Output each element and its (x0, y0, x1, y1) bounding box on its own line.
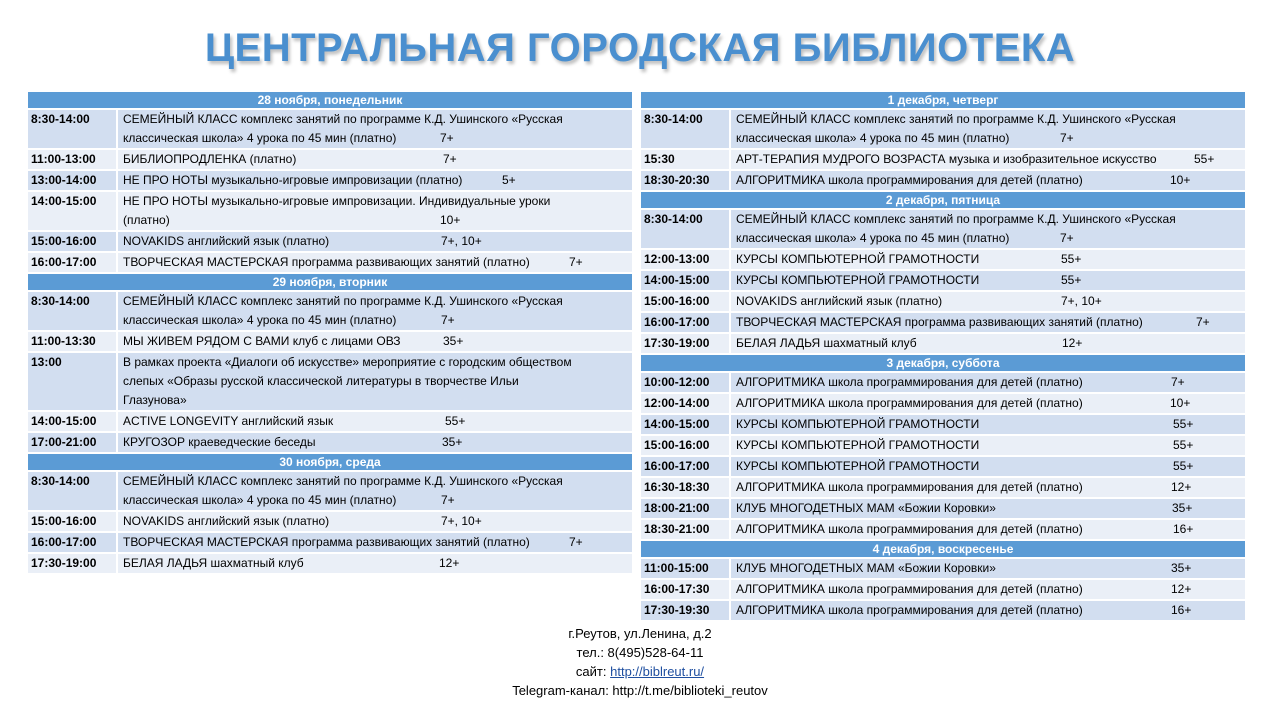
site-link[interactable]: http://biblreut.ru/ (610, 664, 705, 679)
schedule-left-column (28, 92, 632, 575)
age-rating: 10+ (440, 213, 461, 227)
day-header: 3 декабря, суббота (641, 355, 1245, 371)
day-header: 1 декабря, четверг (641, 92, 1245, 108)
event-description (118, 412, 632, 431)
event-description (731, 601, 1245, 620)
age-rating: 12+ (1062, 336, 1083, 350)
event-description (731, 520, 1245, 539)
age-rating: 7+ (569, 535, 583, 549)
event-description (118, 353, 632, 410)
event-time: 17:30-19:30 (641, 601, 729, 620)
event-text-line: АЛГОРИТМИКА школа программирования для детей (платно) (736, 480, 1083, 494)
event-description (118, 232, 632, 251)
day-header: 28 ноября, понедельник (28, 92, 632, 108)
event-time: 15:30 (641, 150, 729, 169)
event-description (731, 292, 1245, 311)
age-rating: 7+, 10+ (441, 234, 482, 248)
schedule-row (641, 334, 1245, 353)
schedule-row (28, 433, 632, 452)
age-rating: 7+ (1196, 315, 1210, 329)
schedule-row (641, 313, 1245, 332)
event-description (118, 332, 632, 351)
event-text-line: АЛГОРИТМИКА школа программирования для детей (платно) (736, 396, 1083, 410)
schedule-row (641, 271, 1245, 290)
age-rating: 7+, 10+ (441, 514, 482, 528)
event-description (118, 171, 632, 190)
event-text-line: НЕ ПРО НОТЫ музыкально-игровые импровизации. Индивидуальные уроки (123, 194, 551, 208)
event-text-line: классическая школа» 4 урока по 45 мин (платно) (123, 131, 397, 145)
event-text-line: КУРСЫ КОМПЬЮТЕРНОЙ ГРАМОТНОСТИ (736, 459, 980, 473)
event-description (118, 533, 632, 552)
schedule-row (28, 533, 632, 552)
event-time: 14:00-15:00 (641, 415, 729, 434)
age-rating: 12+ (1171, 480, 1192, 494)
schedule-row (28, 554, 632, 573)
event-text-line: В рамках проекта «Диалоги об искусстве» мероприятие с городским обществом (123, 355, 572, 369)
schedule-row (641, 394, 1245, 413)
event-time: 10:00-12:00 (641, 373, 729, 392)
event-description (118, 150, 632, 169)
event-text-line: NOVAKIDS английский язык (платно) (736, 294, 943, 308)
event-time: 16:00-17:00 (28, 253, 116, 272)
event-text-line: АЛГОРИТМИКА школа программирования для детей (платно) (736, 375, 1083, 389)
event-text-line: слепых «Образы русской классической литературы в творчестве Ильи (123, 374, 519, 388)
event-description (731, 415, 1245, 434)
event-time: 11:00-13:30 (28, 332, 116, 351)
schedule-row (641, 520, 1245, 539)
event-time: 18:30-20:30 (641, 171, 729, 190)
event-description (731, 334, 1245, 353)
event-text-line: классическая школа» 4 урока по 45 мин (платно) (736, 131, 1010, 145)
event-text-line: БЕЛАЯ ЛАДЬЯ шахматный клуб (123, 556, 304, 570)
event-description (731, 171, 1245, 190)
age-rating: 7+ (1060, 231, 1074, 245)
age-rating: 55+ (445, 414, 466, 428)
schedule-row (28, 412, 632, 431)
schedule-row (641, 250, 1245, 269)
schedule-row (641, 499, 1245, 518)
age-rating: 55+ (1173, 459, 1194, 473)
event-description (118, 253, 632, 272)
phone-text: тел.: 8(495)528-64-11 (576, 645, 704, 660)
age-rating: 7+ (1171, 375, 1185, 389)
schedule-row (641, 601, 1245, 620)
event-text-line: ТВОРЧЕСКАЯ МАСТЕРСКАЯ программа развивающих занятий (платно) (123, 255, 530, 269)
event-text-line: Глазунова» (123, 393, 187, 407)
event-text-line: КРУГОЗОР краеведческие беседы (123, 435, 316, 449)
event-text-line: АЛГОРИТМИКА школа программирования для детей (платно) (736, 522, 1083, 536)
event-text-line: КУРСЫ КОМПЬЮТЕРНОЙ ГРАМОТНОСТИ (736, 273, 980, 287)
schedule-right-column (641, 92, 1245, 622)
age-rating: 7+ (569, 255, 583, 269)
event-description (731, 313, 1245, 332)
age-rating: 7+ (441, 313, 455, 327)
day-header: 2 декабря, пятница (641, 192, 1245, 208)
event-time: 16:00-17:00 (641, 313, 729, 332)
day-header: 4 декабря, воскресенье (641, 541, 1245, 557)
age-rating: 35+ (442, 435, 463, 449)
event-text-line: КЛУБ МНОГОДЕТНЫХ МАМ «Божии Коровки» (736, 501, 996, 515)
event-time: 16:00-17:00 (641, 457, 729, 476)
age-rating: 16+ (1171, 603, 1192, 617)
schedule-row (641, 171, 1245, 190)
event-description (731, 559, 1245, 578)
schedule-row (641, 478, 1245, 497)
event-text-line: АЛГОРИТМИКА школа программирования для детей (платно) (736, 582, 1083, 596)
event-text-line: НЕ ПРО НОТЫ музыкально-игровые импровизации (платно) (123, 173, 463, 187)
event-text-line: СЕМЕЙНЫЙ КЛАСС комплекс занятий по программе К.Д. Ушинского «Русская (736, 212, 1176, 226)
event-time: 14:00-15:00 (28, 192, 116, 230)
event-time: 16:00-17:30 (641, 580, 729, 599)
event-description (731, 250, 1245, 269)
age-rating: 7+ (443, 152, 457, 166)
event-text-line: КУРСЫ КОМПЬЮТЕРНОЙ ГРАМОТНОСТИ (736, 252, 980, 266)
event-time: 17:00-21:00 (28, 433, 116, 452)
schedule-row (28, 192, 632, 230)
event-text-line: АЛГОРИТМИКА школа программирования для детей (платно) (736, 603, 1083, 617)
event-text-line: КУРСЫ КОМПЬЮТЕРНОЙ ГРАМОТНОСТИ (736, 438, 980, 452)
age-rating: 5+ (502, 173, 516, 187)
event-time: 11:00-13:00 (28, 150, 116, 169)
event-time: 16:30-18:30 (641, 478, 729, 497)
event-time: 15:00-16:00 (28, 232, 116, 251)
event-time: 14:00-15:00 (28, 412, 116, 431)
schedule-row (28, 292, 632, 330)
event-description (118, 192, 632, 230)
event-time: 8:30-14:00 (28, 292, 116, 330)
site-line (0, 662, 1280, 681)
telegram-text: Telegram-канал: http://t.me/biblioteki_reutov (512, 683, 768, 698)
event-text-line: NOVAKIDS английский язык (платно) (123, 234, 330, 248)
day-header: 30 ноября, среда (28, 454, 632, 470)
event-description (118, 110, 632, 148)
age-rating: 35+ (1172, 501, 1193, 515)
event-description (731, 580, 1245, 599)
schedule-row (28, 353, 632, 410)
schedule-row (28, 332, 632, 351)
event-text-line: ТВОРЧЕСКАЯ МАСТЕРСКАЯ программа развивающих занятий (платно) (736, 315, 1143, 329)
age-rating: 12+ (1171, 582, 1192, 596)
day-header: 29 ноября, вторник (28, 274, 632, 290)
event-time: 13:00-14:00 (28, 171, 116, 190)
event-description (731, 150, 1245, 169)
event-time: 17:30-19:00 (28, 554, 116, 573)
event-text-line: КЛУБ МНОГОДЕТНЫХ МАМ «Божии Коровки» (736, 561, 996, 575)
schedule-row (641, 210, 1245, 248)
age-rating: 12+ (439, 556, 460, 570)
age-rating: 7+ (1060, 131, 1074, 145)
event-description (731, 110, 1245, 148)
event-description (118, 292, 632, 330)
age-rating: 55+ (1061, 252, 1082, 266)
event-text-line: КУРСЫ КОМПЬЮТЕРНОЙ ГРАМОТНОСТИ (736, 417, 980, 431)
event-time: 12:00-14:00 (641, 394, 729, 413)
schedule-row (28, 512, 632, 531)
schedule-row (641, 110, 1245, 148)
age-rating: 55+ (1194, 152, 1215, 166)
schedule-row (28, 171, 632, 190)
event-time: 15:00-16:00 (641, 292, 729, 311)
event-text-line: СЕМЕЙНЫЙ КЛАСС комплекс занятий по программе К.Д. Ушинского «Русская (123, 474, 563, 488)
event-description (731, 499, 1245, 518)
event-description (731, 457, 1245, 476)
event-time: 8:30-14:00 (28, 472, 116, 510)
schedule-row (641, 150, 1245, 169)
event-description (731, 271, 1245, 290)
event-time: 8:30-14:00 (641, 110, 729, 148)
schedule-row (641, 457, 1245, 476)
event-text-line: СЕМЕЙНЫЙ КЛАСС комплекс занятий по программе К.Д. Ушинского «Русская (736, 112, 1176, 126)
site-label: сайт: (575, 664, 607, 679)
age-rating: 10+ (1170, 396, 1191, 410)
event-text-line: БИБЛИОПРОДЛЕНКА (платно) (123, 152, 297, 166)
event-description (731, 478, 1245, 497)
event-time: 8:30-14:00 (28, 110, 116, 148)
event-description (118, 512, 632, 531)
schedule-row (641, 580, 1245, 599)
address-text: г.Реутов, ул.Ленина, д.2 (568, 626, 712, 641)
event-text-line: классическая школа» 4 урока по 45 мин (платно) (123, 313, 397, 327)
event-text-line: ACTIVE LONGEVITY английский язык (123, 414, 334, 428)
event-time: 17:30-19:00 (641, 334, 729, 353)
event-text-line: АЛГОРИТМИКА школа программирования для детей (платно) (736, 173, 1083, 187)
event-text-line: СЕМЕЙНЫЙ КЛАСС комплекс занятий по программе К.Д. Ушинского «Русская (123, 294, 563, 308)
age-rating: 7+ (440, 131, 454, 145)
schedule-row (641, 415, 1245, 434)
schedule-row (28, 110, 632, 148)
event-description (731, 373, 1245, 392)
event-text-line: NOVAKIDS английский язык (платно) (123, 514, 330, 528)
event-text-line: АРТ-ТЕРАПИЯ МУДРОГО ВОЗРАСТА музыка и изобразительное искусство (736, 152, 1157, 166)
event-time: 18:30-21:00 (641, 520, 729, 539)
event-description (731, 210, 1245, 248)
age-rating: 55+ (1173, 417, 1194, 431)
age-rating: 16+ (1173, 522, 1194, 536)
event-text-line: (платно) (123, 213, 170, 227)
schedule-row (641, 373, 1245, 392)
schedule-row (28, 232, 632, 251)
age-rating: 7+ (441, 493, 455, 507)
event-text-line: СЕМЕЙНЫЙ КЛАСС комплекс занятий по программе К.Д. Ушинского «Русская (123, 112, 563, 126)
schedule-row (28, 472, 632, 510)
event-time: 13:00 (28, 353, 116, 410)
age-rating: 10+ (1170, 173, 1191, 187)
event-time: 16:00-17:00 (28, 533, 116, 552)
age-rating: 7+, 10+ (1061, 294, 1102, 308)
event-time: 14:00-15:00 (641, 271, 729, 290)
page-title: ЦЕНТРАЛЬНАЯ ГОРОДСКАЯ БИБЛИОТЕКА (204, 26, 1076, 70)
event-text-line: МЫ ЖИВЕМ РЯДОМ С ВАМИ клуб с лицами ОВЗ (123, 334, 401, 348)
event-time: 15:00-16:00 (641, 436, 729, 455)
event-description (731, 436, 1245, 455)
schedule-row (28, 150, 632, 169)
event-text-line: БЕЛАЯ ЛАДЬЯ шахматный клуб (736, 336, 917, 350)
event-time: 8:30-14:00 (641, 210, 729, 248)
age-rating: 35+ (1171, 561, 1192, 575)
age-rating: 35+ (443, 334, 464, 348)
event-time: 12:00-13:00 (641, 250, 729, 269)
event-text-line: классическая школа» 4 урока по 45 мин (платно) (123, 493, 397, 507)
event-time: 11:00-15:00 (641, 559, 729, 578)
event-time: 18:00-21:00 (641, 499, 729, 518)
age-rating: 55+ (1061, 273, 1082, 287)
event-description (118, 554, 632, 573)
age-rating: 55+ (1173, 438, 1194, 452)
schedule-row (641, 292, 1245, 311)
event-text-line: ТВОРЧЕСКАЯ МАСТЕРСКАЯ программа развивающих занятий (платно) (123, 535, 530, 549)
contact-footer (0, 624, 1280, 700)
schedule-row (641, 436, 1245, 455)
schedule-row (28, 253, 632, 272)
event-description (118, 472, 632, 510)
event-text-line: классическая школа» 4 урока по 45 мин (платно) (736, 231, 1010, 245)
schedule-row (641, 559, 1245, 578)
event-time: 15:00-16:00 (28, 512, 116, 531)
event-description (731, 394, 1245, 413)
event-description (118, 433, 632, 452)
